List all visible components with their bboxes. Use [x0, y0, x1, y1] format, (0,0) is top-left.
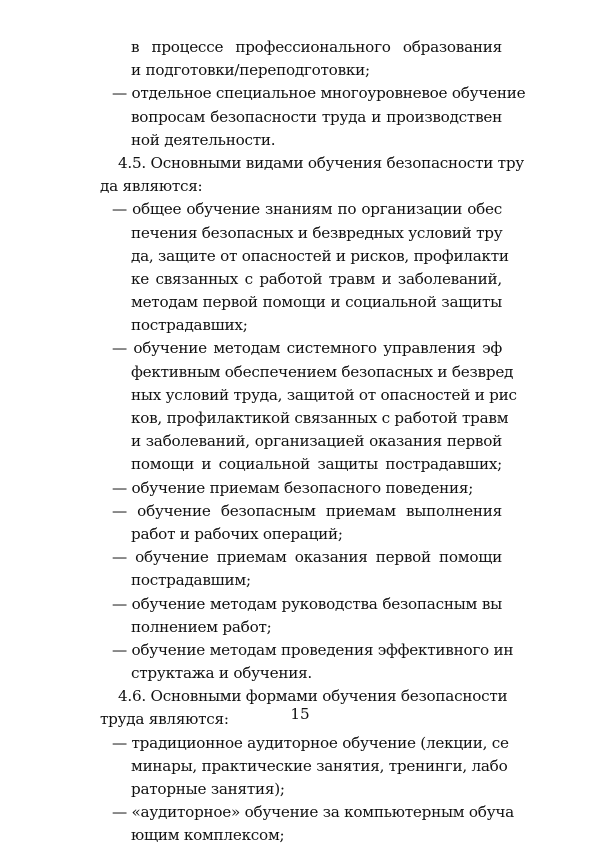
text-line-34: — «аудиторное» обучение за компьютерным обуча	[112, 803, 514, 822]
text-line-3: — отдельное специальное многоуровневое обучение	[112, 84, 526, 103]
text-line-6: 4.5. Основными видами обучения безопасности тру	[118, 153, 524, 172]
page-body-text	[100, 36, 526, 848]
text-line-1: в процессе профессионального образования	[131, 38, 502, 56]
text-line-28: структажа и обучения.	[131, 664, 312, 683]
text-line-15: фективным обеспечением безопасных и безвред	[131, 362, 514, 381]
text-line-20: — обучение приемам безопасного поведения;	[112, 478, 474, 497]
text-line-33: раторные занятия);	[131, 780, 285, 798]
text-line-11: ке связанных с работой травм и заболеваний,	[131, 269, 502, 288]
page-number: 15	[290, 705, 310, 723]
text-line-21: — обучение безопасным приемам выполнения	[112, 501, 502, 520]
text-line-9: печения безопасных и безвредных условий тру	[131, 223, 503, 242]
text-line-32: минары, практические занятия, тренинги, лабо	[131, 756, 508, 775]
text-line-5: ной деятельности.	[131, 130, 276, 149]
text-line-31: — традиционное аудиторное обучение (лекции, се	[112, 733, 509, 752]
text-line-2: и подготовки/переподготовки;	[131, 61, 370, 80]
text-line-10: да, защите от опасностей и рисков, профилакти	[131, 246, 509, 265]
text-line-19: помощи и социальной защиты пострадавших;	[131, 455, 502, 474]
text-line-13: пострадавших;	[131, 316, 248, 335]
text-line-35: ющим комплексом;	[131, 826, 285, 845]
text-line-16: ных условий труда, защитой от опасностей и рис	[131, 385, 517, 404]
text-line-14: — обучение методам системного управления эф	[112, 339, 502, 358]
text-line-29: 4.6. Основными формами обучения безопасности	[118, 687, 508, 706]
text-line-27: — обучение методам проведения эффективного ин	[112, 640, 514, 659]
text-line-30: труда являются:	[100, 710, 229, 729]
text-line-22: работ и рабочих операций;	[131, 524, 343, 543]
text-line-23: — обучение приемам оказания первой помощи	[112, 548, 502, 567]
text-line-25: — обучение методам руководства безопасным вы	[112, 594, 502, 613]
text-line-7: да являются:	[100, 177, 203, 196]
text-line-24: пострадавшим;	[131, 571, 251, 590]
text-line-18: и заболеваний, организацией оказания первой	[131, 432, 502, 451]
text-line-4: вопросам безопасности труда и производствен	[131, 107, 502, 126]
text-line-12: методам первой помощи и социальной защиты	[131, 293, 502, 312]
text-line-26: полнением работ;	[131, 617, 272, 636]
text-line-17: ков, профилактикой связанных с работой травм	[131, 409, 509, 427]
text-line-8: — общее обучение знаниям по организации обес	[112, 200, 502, 219]
